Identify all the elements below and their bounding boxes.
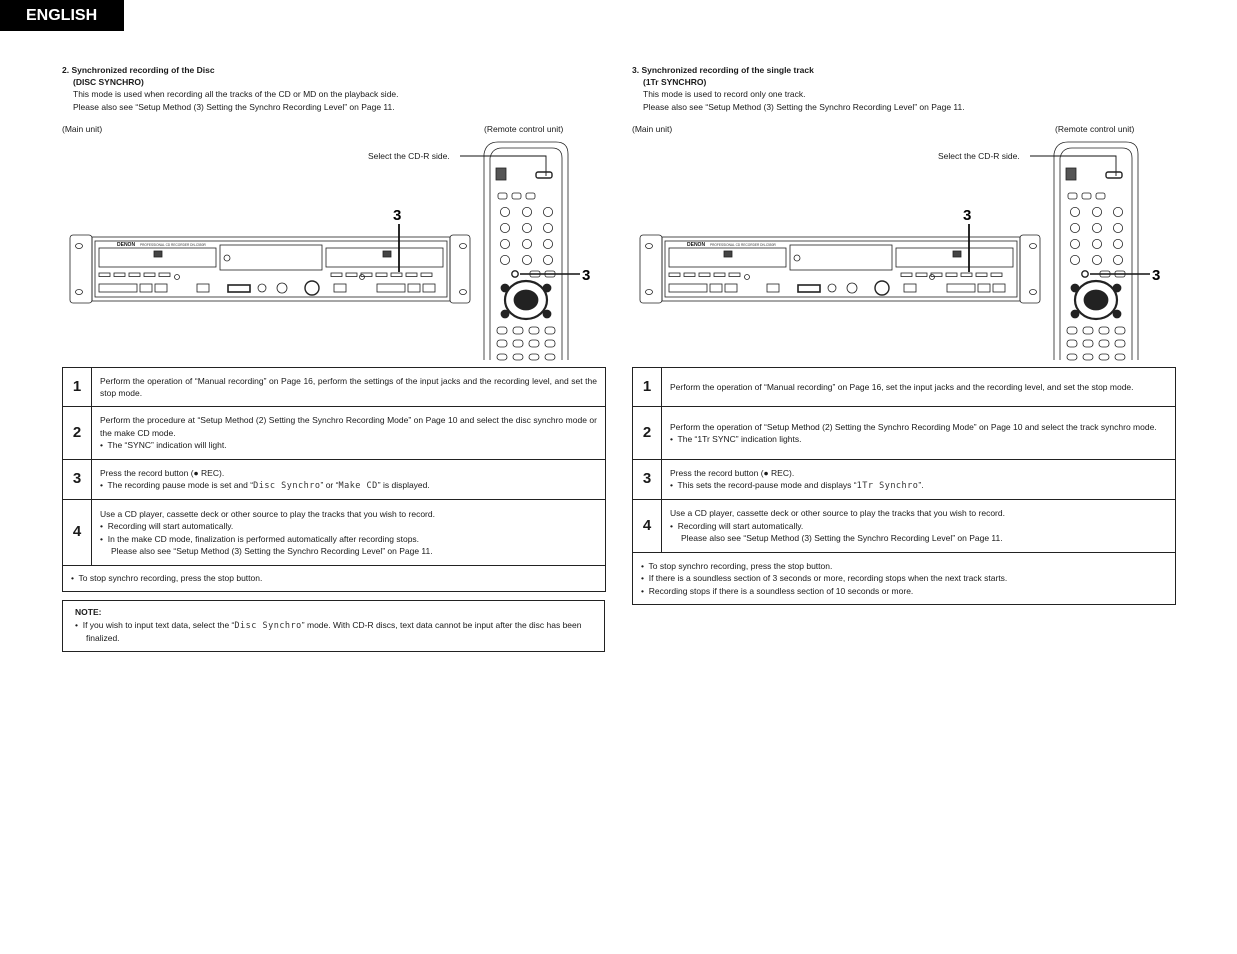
remote-button <box>513 327 523 334</box>
section-body-line: This mode is used to record only one track. <box>643 89 806 99</box>
remote-synchro-button <box>512 271 518 277</box>
step-number: 1 <box>63 368 92 407</box>
callout-lines <box>969 156 1150 274</box>
cdr-md-slide-switch <box>1106 172 1122 178</box>
remote-unit-label: (Remote control unit) <box>484 124 564 134</box>
phones-jack <box>258 284 266 292</box>
small-button <box>699 273 710 277</box>
small-button <box>669 273 680 277</box>
small-button <box>391 273 402 277</box>
remote-number-button <box>1070 255 1079 264</box>
rack-hole <box>1030 290 1037 295</box>
step-number: 1 <box>633 368 662 407</box>
section-body-line: Please also see “Setup Method (3) Setting the Synchro Recording Level” on Page 11. <box>643 101 965 112</box>
small-button <box>901 273 912 277</box>
phones-jack <box>828 284 836 292</box>
remote-button <box>526 193 535 199</box>
disc-logo <box>953 251 961 257</box>
step-text: Perform the procedure at “Setup Method (2) Setting the Synchro Recording Mode” on Page 10 and select the disc synchro mode or the make CD mode. • The “SYNC” indication will light. <box>92 407 606 460</box>
rack-hole <box>76 290 83 295</box>
disc-logo <box>383 251 391 257</box>
footer-row <box>63 566 606 592</box>
remote-number-button <box>1113 223 1122 232</box>
small-button <box>114 273 125 277</box>
footer-notes: • To stop synchro recording, press the stop button. • If there is a soundless section of 3 seconds or more, recording stops when the next track starts. • Recording stops if there is a soundless section of 10 seconds or more. <box>633 553 1176 605</box>
remote-button <box>512 193 521 199</box>
language-tab: ENGLISH <box>0 0 124 31</box>
small-button <box>421 273 432 277</box>
small-button <box>129 273 140 277</box>
synchro-button <box>228 285 250 292</box>
synchro-button <box>798 285 820 292</box>
stop-button <box>408 284 420 292</box>
small-button <box>714 273 725 277</box>
remote-button <box>1115 340 1125 347</box>
remote-number-button <box>1092 207 1101 216</box>
step-number: 3 <box>633 460 662 500</box>
callout-select-cdr: Select the CD-R side. <box>368 151 450 161</box>
play-button <box>99 284 137 292</box>
remote-number-button <box>1070 239 1079 248</box>
disc-logo <box>1066 168 1076 180</box>
eject-button <box>197 284 209 292</box>
knob-small <box>360 275 365 280</box>
remote-control <box>484 142 568 360</box>
remote-number-button <box>522 239 531 248</box>
rack-hole <box>460 290 467 295</box>
eject-button <box>767 284 779 292</box>
display-window <box>220 245 322 270</box>
step-row <box>63 500 606 566</box>
rack-hole <box>76 244 83 249</box>
remote-number-button <box>1070 207 1079 216</box>
remote-corner-button <box>543 284 551 292</box>
step-text: Perform the operation of “Manual recording” on Page 16, perform the settings of the input jacks and the recording level, and set the stop mode. <box>92 368 606 407</box>
device-illustration <box>62 140 591 360</box>
disc-logo <box>724 251 732 257</box>
device-illustration <box>632 140 1172 360</box>
step-text: Press the record button (● REC). • This sets the record-pause mode and displays “1Tr Synchro”. <box>662 460 1176 500</box>
brand-logo: DENON <box>687 242 706 248</box>
section-title: 2. Synchronized recording of the Disc <box>62 65 215 75</box>
remote-button <box>1067 354 1077 360</box>
lcd-display-text: 1Tr Synchro <box>856 481 919 491</box>
section-subtitle: (DISC SYNCHRO) <box>73 77 144 87</box>
steps-table <box>62 367 606 592</box>
remote-button <box>1115 354 1125 360</box>
step-number: 2 <box>63 407 92 460</box>
remote-button <box>1067 327 1077 334</box>
lcd-display-text: Disc Synchro <box>253 481 321 491</box>
step-text: Use a CD player, cassette deck or other source to play the tracks that you wish to record. • Recording will start automatically. • In the make CD mode, finalization is performed automatically after recording stops. Please also see “Setup Method (3) Setting the Synchro Recording Level” on Page 11. <box>92 500 606 566</box>
remote-synchro-button <box>1082 271 1088 277</box>
step-row <box>633 460 1176 500</box>
step-text: Press the record button (● REC). • The recording pause mode is set and “Disc Synchro” or “Make CD” is displayed. <box>92 460 606 500</box>
step-marker: 3 <box>393 207 402 224</box>
play-button <box>669 284 707 292</box>
rack-ear-left <box>70 235 92 303</box>
remote-number-button <box>1092 223 1101 232</box>
model-label: PROFESSIONAL CD RECORDER DN-C550R <box>710 243 776 247</box>
remote-button <box>545 327 555 334</box>
rack-ear-left <box>640 235 662 303</box>
remote-corner-button <box>1071 284 1079 292</box>
remote-button <box>1082 193 1091 199</box>
remote-button <box>1096 193 1105 199</box>
disc-logo <box>496 168 506 180</box>
remote-button <box>529 327 539 334</box>
step-text: Use a CD player, cassette deck or other source to play the tracks that you wish to record. • Recording will start automatically. Please also see “Setup Method (3) Setting the Synchro Recording Level” on Page 11. <box>662 500 1176 553</box>
remote-number-button <box>500 207 509 216</box>
remote-number-button <box>543 207 552 216</box>
remote-number-button <box>1113 255 1122 264</box>
remote-number-button <box>543 223 552 232</box>
small-button <box>331 273 342 277</box>
remote-corner-button <box>501 310 509 318</box>
main-unit-label: (Main unit) <box>62 124 103 134</box>
remote-button <box>1083 340 1093 347</box>
lcd-display-text: Disc Synchro <box>234 620 302 631</box>
remote-number-button <box>1070 223 1079 232</box>
remote-number-button <box>1113 207 1122 216</box>
power-indicator <box>224 255 230 261</box>
remote-button <box>1068 193 1077 199</box>
remote-button <box>497 340 507 347</box>
step-number: 3 <box>63 460 92 500</box>
remote-corner-button <box>1113 284 1121 292</box>
lcd-display-text: Make CD <box>338 481 378 491</box>
step-row <box>633 368 1176 407</box>
step-row <box>63 460 606 500</box>
remote-button <box>1083 327 1093 334</box>
remote-number-button <box>522 255 531 264</box>
small-button <box>976 273 987 277</box>
remote-corner-button <box>501 284 509 292</box>
footer-row <box>633 553 1176 605</box>
step-row <box>633 407 1176 460</box>
section-body-line: This mode is used when recording all the tracks of the CD or MD on the playback side. <box>73 89 399 99</box>
front-panel <box>95 241 447 297</box>
small-button <box>99 273 110 277</box>
section-body-line: Please also see “Setup Method (3) Setting the Synchro Recording Level” on Page 11. <box>73 101 395 112</box>
stop-button <box>978 284 990 292</box>
disc-logo <box>154 251 162 257</box>
rec-button <box>155 284 167 292</box>
rec-button <box>725 284 737 292</box>
step-row <box>63 368 606 407</box>
small-button <box>729 273 740 277</box>
remote-button <box>529 340 539 347</box>
remote-number-button <box>522 207 531 216</box>
stop-button <box>140 284 152 292</box>
callout-lines <box>399 156 580 274</box>
remote-button <box>1083 354 1093 360</box>
knob-small <box>175 275 180 280</box>
remote-unit-label: (Remote control unit) <box>1055 124 1135 134</box>
section-1tr-synchro <box>632 64 1176 113</box>
play-button <box>377 284 405 292</box>
cdr-md-slide-switch <box>536 172 552 178</box>
remote-button <box>497 327 507 334</box>
callout-select-cdr: Select the CD-R side. <box>938 151 1020 161</box>
small-button <box>159 273 170 277</box>
small-button <box>406 273 417 277</box>
small-button <box>991 273 1002 277</box>
front-panel <box>665 241 1017 297</box>
small-button <box>946 273 957 277</box>
rec-button <box>993 284 1005 292</box>
power-indicator <box>794 255 800 261</box>
remote-number-button <box>522 223 531 232</box>
small-button <box>684 273 695 277</box>
small-button <box>346 273 357 277</box>
remote-corner-button <box>1113 310 1121 318</box>
rec-level-knob <box>847 283 857 293</box>
small-button <box>961 273 972 277</box>
remote-button <box>1099 340 1109 347</box>
small-button <box>376 273 387 277</box>
remote-number-button <box>1113 239 1122 248</box>
note-title: NOTE: <box>75 607 102 617</box>
remote-number-button <box>1092 255 1101 264</box>
rec-button <box>423 284 435 292</box>
rack-hole <box>646 290 653 295</box>
remote-corner-button <box>1071 310 1079 318</box>
stop-button <box>710 284 722 292</box>
remote-jog-center <box>514 290 538 310</box>
step-marker: 3 <box>1152 267 1161 284</box>
section-disc-synchro <box>62 64 606 113</box>
jog-dial <box>305 281 319 295</box>
step-row <box>633 500 1176 553</box>
step-marker: 3 <box>582 267 591 284</box>
step-number: 2 <box>633 407 662 460</box>
steps-table <box>632 367 1176 605</box>
display-window <box>790 245 892 270</box>
section-title: 3. Synchronized recording of the single track <box>632 65 814 75</box>
remote-number-button <box>500 223 509 232</box>
remote-number-button <box>500 255 509 264</box>
remote-button <box>513 354 523 360</box>
main-unit-label: (Main unit) <box>632 124 673 134</box>
brand-logo: DENON <box>117 242 136 248</box>
transport-button <box>334 284 346 292</box>
remote-button <box>498 193 507 199</box>
remote-control <box>1054 142 1138 360</box>
remote-button <box>529 354 539 360</box>
remote-button <box>1115 327 1125 334</box>
step-number: 4 <box>63 500 92 566</box>
rack-hole <box>460 244 467 249</box>
remote-number-button <box>543 239 552 248</box>
remote-button <box>497 354 507 360</box>
remote-button <box>1067 340 1077 347</box>
transport-button <box>904 284 916 292</box>
remote-number-button <box>500 239 509 248</box>
remote-button <box>545 354 555 360</box>
remote-corner-button <box>543 310 551 318</box>
step-number: 4 <box>633 500 662 553</box>
remote-button <box>545 340 555 347</box>
remote-button <box>513 340 523 347</box>
step-marker: 3 <box>963 207 972 224</box>
knob-small <box>745 275 750 280</box>
step-text: Perform the operation of “Setup Method (2) Setting the Synchro Recording Mode” on Page 10 and select the track synchro mode. • The “1Tr SYNC” indication lights. <box>662 407 1176 460</box>
remote-number-button <box>543 255 552 264</box>
small-button <box>916 273 927 277</box>
play-button <box>947 284 975 292</box>
note-box: NOTE: • If you wish to input text data, select the “Disc Synchro” mode. With CD-R discs, text data cannot be input after the disc has been finalized. <box>62 600 605 652</box>
remote-button <box>1099 354 1109 360</box>
section-subtitle: (1Tr SYNCHRO) <box>643 77 707 87</box>
jog-dial <box>875 281 889 295</box>
rack-hole <box>646 244 653 249</box>
footer-note: • To stop synchro recording, press the stop button. <box>63 566 606 592</box>
model-label: PROFESSIONAL CD RECORDER DN-C550R <box>140 243 206 247</box>
knob-small <box>930 275 935 280</box>
rack-hole <box>1030 244 1037 249</box>
remote-number-button <box>1092 239 1101 248</box>
rec-level-knob <box>277 283 287 293</box>
remote-button <box>1099 327 1109 334</box>
step-row <box>63 407 606 460</box>
small-button <box>144 273 155 277</box>
remote-jog-center <box>1084 290 1108 310</box>
step-text: Perform the operation of “Manual recording” on Page 16, set the input jacks and the recording level, and set the stop mode. <box>662 368 1176 407</box>
